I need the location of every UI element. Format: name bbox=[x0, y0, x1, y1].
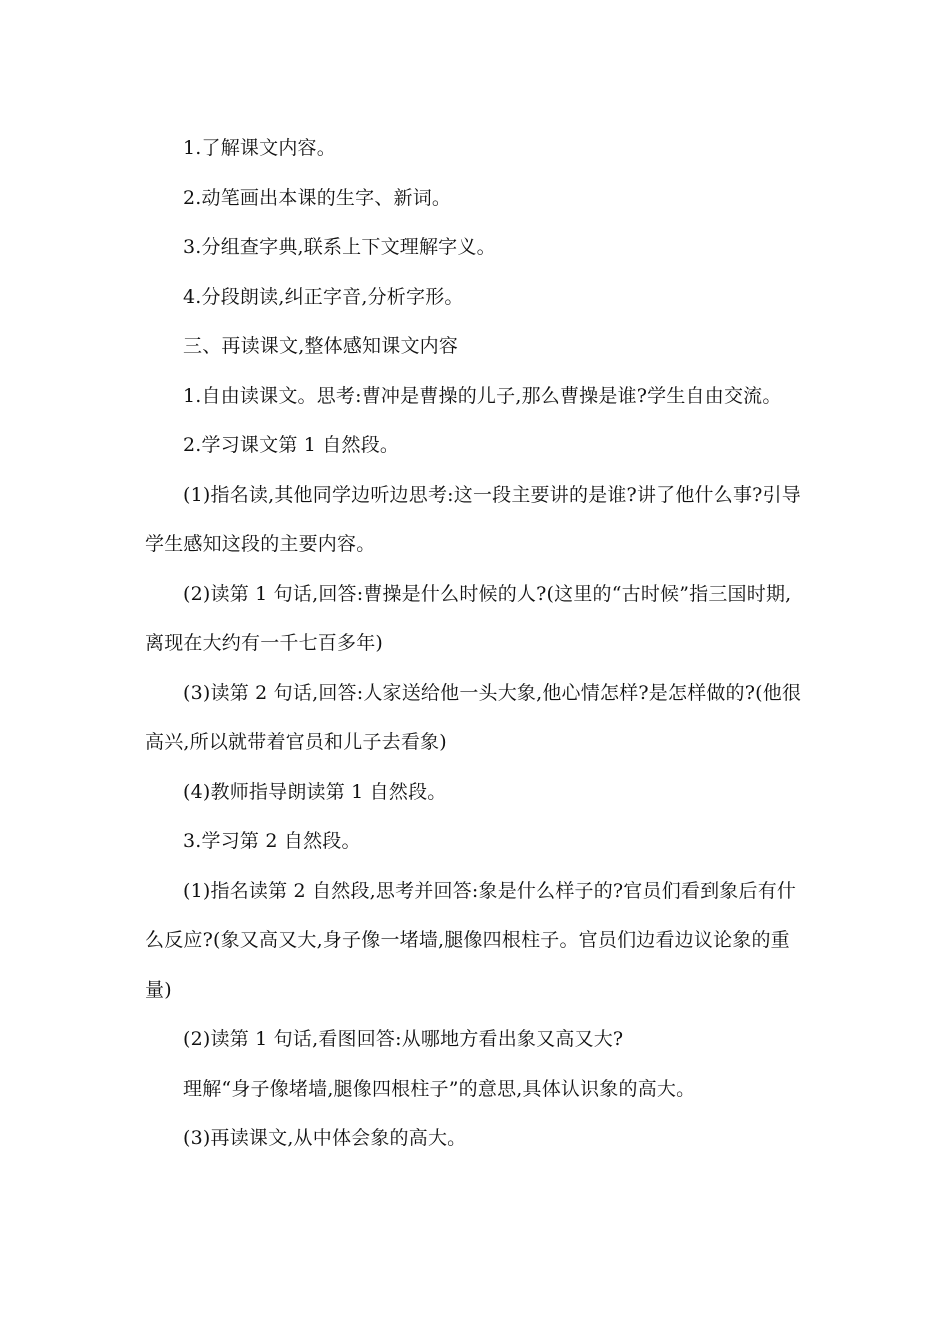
section-heading: 三、再读课文,整体感知课文内容 bbox=[183, 335, 459, 357]
paragraph: 理解“身子像堵墙,腿像四根柱子”的意思,具体认识象的高大。 bbox=[183, 1077, 696, 1100]
paragraph: (4)教师指导朗读第 1 自然段。 bbox=[183, 780, 447, 803]
paragraph: 2.学习课文第 1 自然段。 bbox=[183, 434, 400, 456]
paragraph: 1.了解课文内容。 bbox=[183, 137, 336, 159]
document-body bbox=[145, 124, 805, 1164]
paragraph: 3.学习第 2 自然段。 bbox=[183, 830, 361, 852]
paragraph: (2)读第 1 句话,看图回答:从哪地方看出象又高又大? bbox=[183, 1028, 624, 1050]
paragraph: 4.分段朗读,纠正字音,分析字形。 bbox=[183, 285, 464, 308]
paragraph: 1.自由读课文。思考:曹冲是曹操的儿子,那么曹操是谁?学生自由交流。 bbox=[183, 384, 782, 407]
paragraph: (3)再读课文,从中体会象的高大。 bbox=[183, 1127, 467, 1149]
paragraph: 3.分组查字典,联系上下文理解字义。 bbox=[183, 236, 496, 258]
paragraph: 2.动笔画出本课的生字、新词。 bbox=[183, 186, 452, 209]
paragraph: (3)读第 2 句话,回答:人家送给他一头大象,他心情怎样?是怎样做的?(他很高兴,所以就带着官员和儿子去看象) bbox=[145, 681, 802, 753]
paragraph: (2)读第 1 句话,回答:曹操是什么时候的人?(这里的“古时候”指三国时期,离现在大约有一千七百多年) bbox=[145, 582, 792, 654]
paragraph: (1)指名读第 2 自然段,思考并回答:象是什么样子的?官员们看到象后有什么反应?(象又高又大,身子像一堵墙,腿像四根柱子。官员们边看边议论象的重量) bbox=[145, 879, 797, 1001]
paragraph: (1)指名读,其他同学边听边思考:这一段主要讲的是谁?讲了他什么事?引导学生感知这段的主要内容。 bbox=[145, 483, 801, 555]
